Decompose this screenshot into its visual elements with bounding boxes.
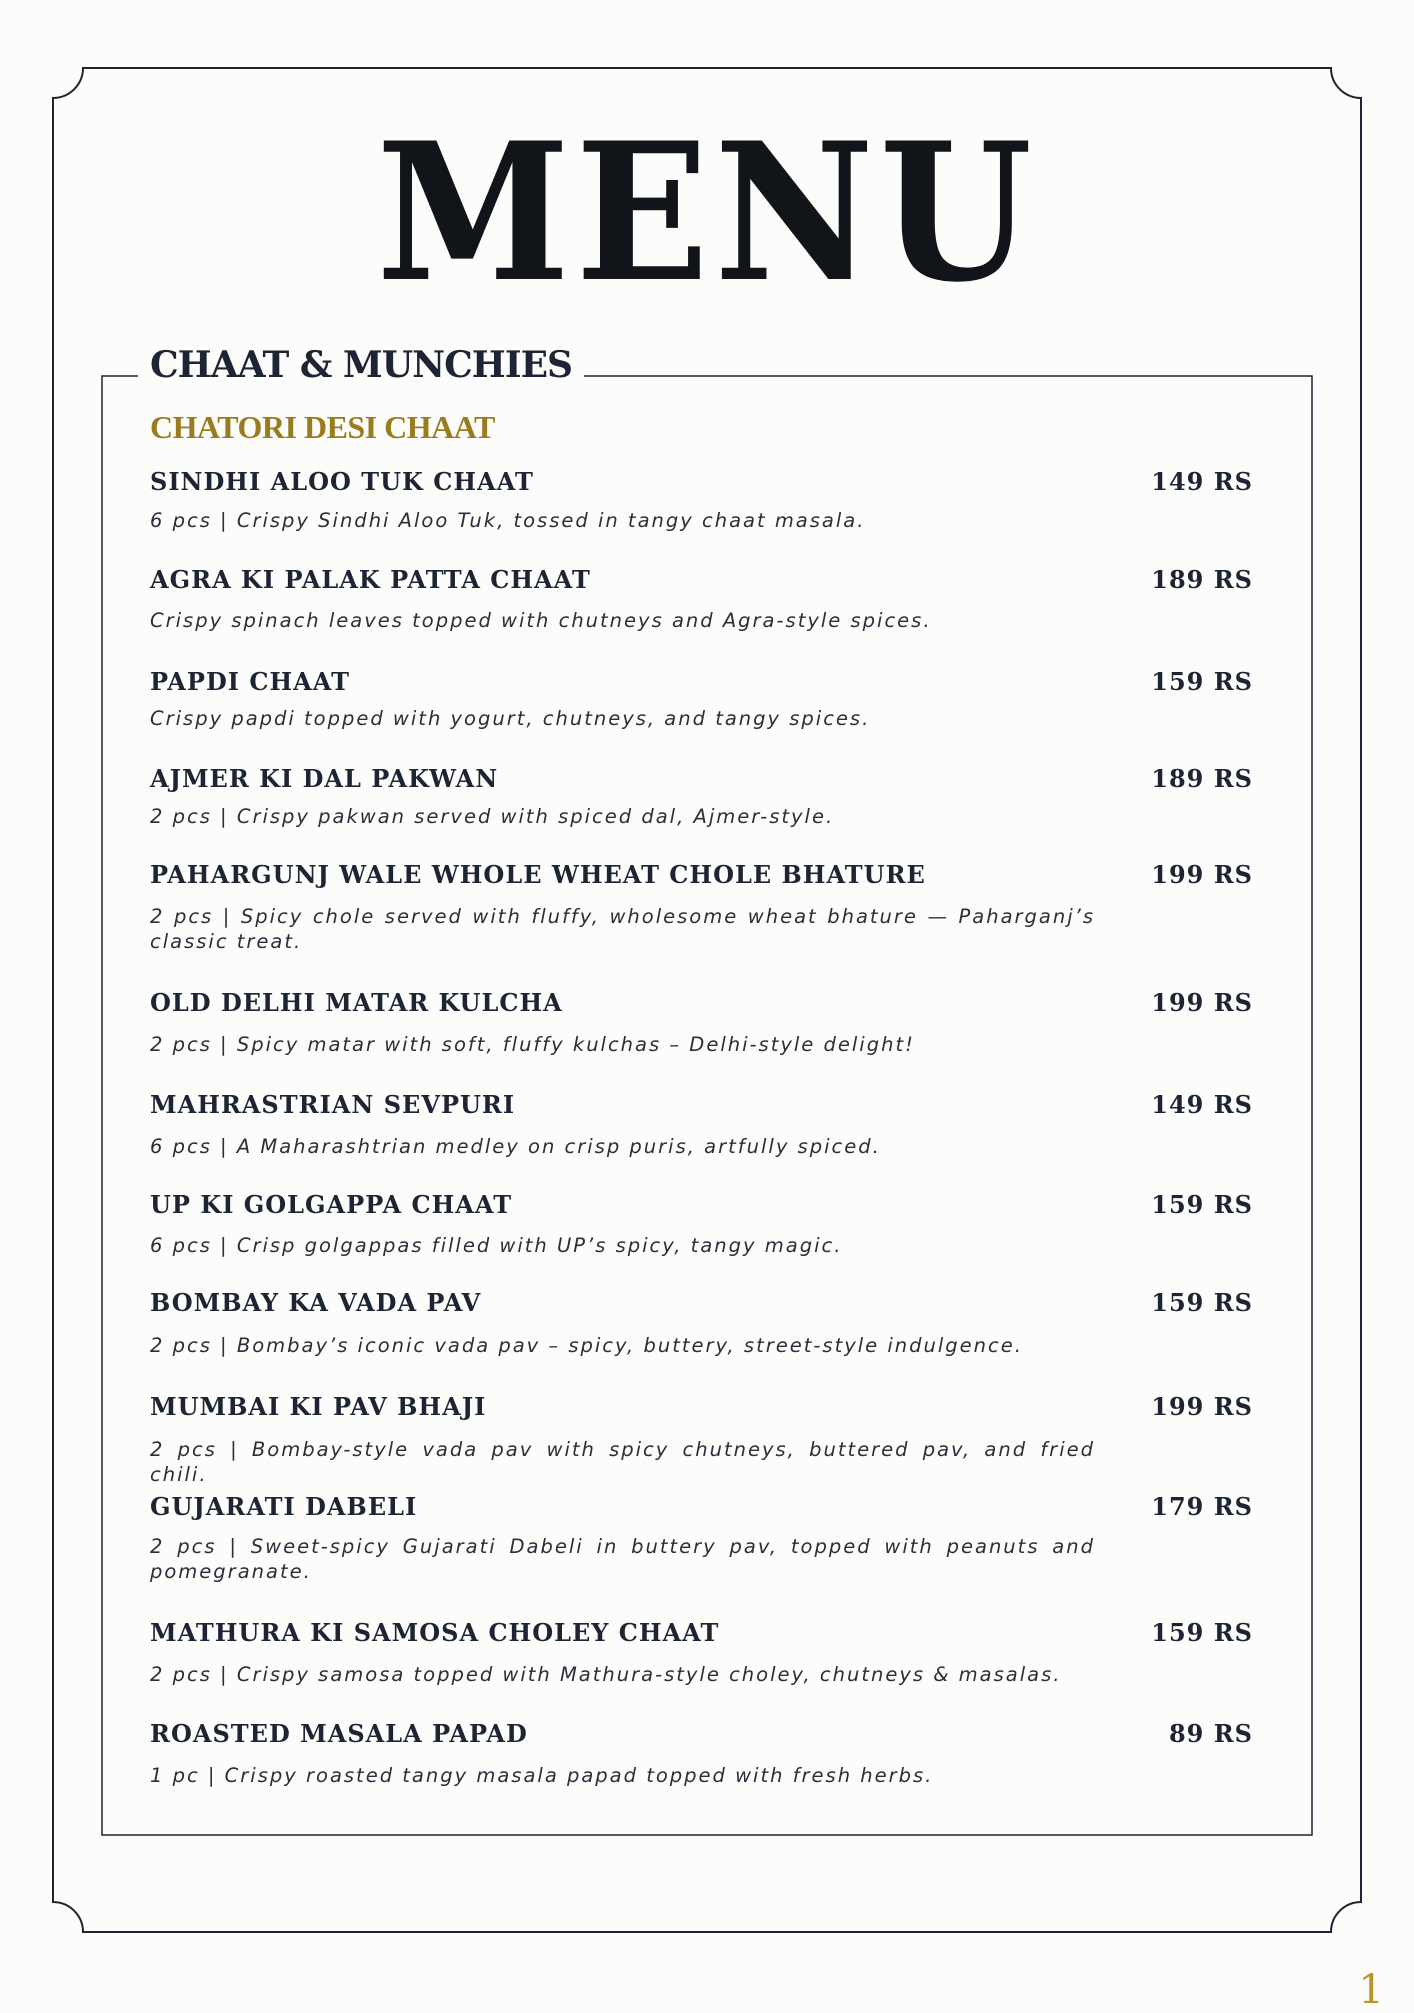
item-description: 2 pcs | Crispy samosa topped with Mathura-style choley, chutneys & masalas. (150, 1663, 1062, 1686)
item-price: 199 RS (1151, 1392, 1253, 1421)
item-price: 159 RS (1151, 1190, 1253, 1219)
item-name: AGRA KI PALAK PATTA CHAAT (150, 565, 591, 594)
item-name: MAHRASTRIAN SEVPURI (150, 1090, 516, 1119)
item-price: 149 RS (1151, 467, 1253, 496)
item-description: 2 pcs | Spicy matar with soft, fluffy kulchas – Delhi-style delight! (150, 1033, 915, 1056)
section-subtitle: CHATORI DESI CHAAT (150, 409, 495, 445)
section-title: CHAAT & MUNCHIES (138, 340, 584, 390)
item-description: 6 pcs | Crispy Sindhi Aloo Tuk, tossed in tangy chaat masala. (150, 509, 866, 532)
item-description: 1 pc | Crispy roasted tangy masala papad topped with fresh herbs. (150, 1764, 934, 1787)
item-name: ROASTED MASALA PAPAD (150, 1719, 528, 1748)
item-name: MUMBAI KI PAV BHAJI (150, 1392, 487, 1421)
item-name: BOMBAY KA VADA PAV (150, 1288, 482, 1317)
item-description: 2 pcs | Bombay-style vada pav with spicy chutneys, buttered pav, and fried chili. (150, 1438, 1095, 1486)
item-description: 6 pcs | A Maharashtrian medley on crisp puris, artfully spiced. (150, 1135, 881, 1158)
item-price: 199 RS (1151, 860, 1253, 889)
item-price: 159 RS (1151, 1618, 1253, 1647)
page-number: 1 (1358, 1967, 1384, 2013)
item-price: 189 RS (1151, 764, 1253, 793)
item-description: 2 pcs | Crispy pakwan served with spiced dal, Ajmer-style. (150, 805, 835, 828)
item-description: 2 pcs | Sweet-spicy Gujarati Dabeli in buttery pav, topped with peanuts and pomegranate. (150, 1535, 1095, 1583)
page-title: MENU (376, 101, 1038, 324)
item-price: 189 RS (1151, 565, 1253, 594)
item-name: UP KI GOLGAPPA CHAAT (150, 1190, 513, 1219)
item-name: PAPDI CHAAT (150, 667, 350, 696)
item-name: AJMER KI DAL PAKWAN (150, 764, 499, 793)
item-name: OLD DELHI MATAR KULCHA (150, 988, 563, 1017)
item-name: MATHURA KI SAMOSA CHOLEY CHAAT (150, 1618, 720, 1647)
item-price: 89 RS (1168, 1719, 1253, 1748)
item-price: 199 RS (1151, 988, 1253, 1017)
item-price: 179 RS (1151, 1492, 1253, 1521)
item-name: SINDHI ALOO TUK CHAAT (150, 467, 534, 496)
item-description: Crispy papdi topped with yogurt, chutneys, and tangy spices. (150, 707, 871, 730)
item-description: 6 pcs | Crisp golgappas filled with UP’s spicy, tangy magic. (150, 1234, 843, 1257)
item-price: 159 RS (1151, 667, 1253, 696)
item-name: PAHARGUNJ WALE WHOLE WHEAT CHOLE BHATURE (150, 860, 926, 889)
item-description: Crispy spinach leaves topped with chutneys and Agra-style spices. (150, 609, 932, 632)
item-description: 2 pcs | Bombay’s iconic vada pav – spicy, buttery, street-style indulgence. (150, 1334, 1023, 1357)
item-description: 2 pcs | Spicy chole served with fluffy, wholesome wheat bhature — Paharganj’s classic treat. (150, 905, 1095, 953)
item-price: 159 RS (1151, 1288, 1253, 1317)
item-price: 149 RS (1151, 1090, 1253, 1119)
item-name: GUJARATI DABELI (150, 1492, 418, 1521)
